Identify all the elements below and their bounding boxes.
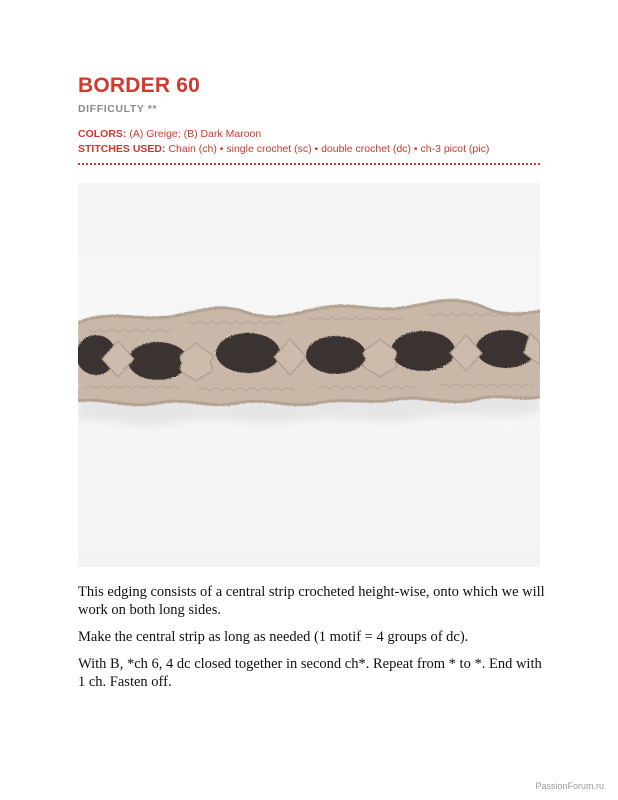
instruction-paragraph-strip: Make the central strip as long as needed (1 motif = 4 groups of dc). bbox=[78, 629, 469, 645]
stitches-line bbox=[78, 143, 489, 155]
stitches-value: Chain (ch) • single crochet (sc) • double crochet (dc) • ch-3 picot (pic) bbox=[168, 143, 490, 155]
colors-value: (A) Greige; (B) Dark Maroon bbox=[129, 128, 262, 140]
difficulty-rating: DIFFICULTY ** bbox=[78, 103, 158, 115]
crochet-border-illustration bbox=[78, 183, 540, 567]
colors-label: COLORS: bbox=[78, 128, 127, 140]
instruction-paragraph-rows: With B, *ch 6, 4 dc closed together in second ch*. Repeat from * to *. End with 1 ch. Fasten off. bbox=[78, 656, 542, 690]
stitches-label: STITCHES USED: bbox=[78, 143, 166, 155]
dotted-divider bbox=[78, 163, 540, 165]
page-title: BORDER 60 bbox=[78, 74, 200, 97]
watermark: PassionForum.ru bbox=[535, 781, 604, 791]
crochet-border-photo bbox=[78, 183, 540, 567]
colors-line bbox=[78, 128, 261, 140]
instruction-paragraph-intro: This edging consists of a central strip crocheted height-wise, onto which we will work on both long sides. bbox=[78, 584, 545, 618]
